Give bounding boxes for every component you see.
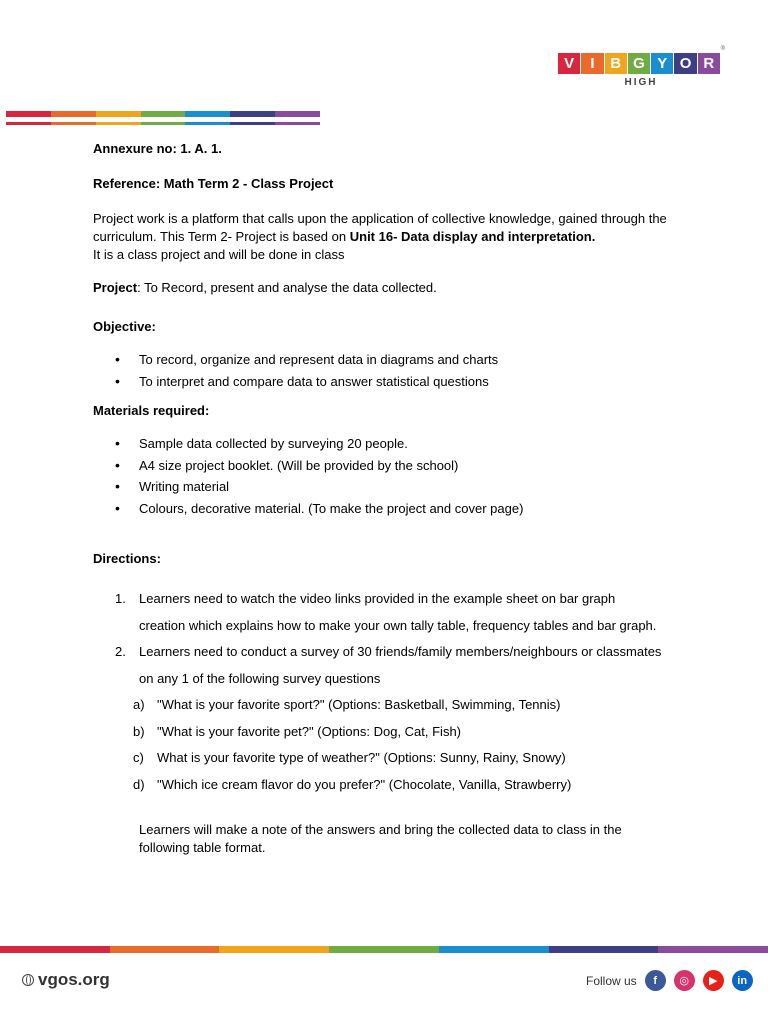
- objective-heading: Objective:: [93, 319, 156, 334]
- survey-question: [93, 745, 713, 772]
- reference-line: Reference: Math Term 2 - Class Project: [93, 176, 334, 191]
- intro-text: Project work is a platform that calls upon the application of collective knowledge, gained through the curriculum. This Term 2- Project is based on: [93, 211, 667, 244]
- objective-item: • To interpret and compare data to answer statistical questions: [93, 371, 713, 393]
- document-body: [93, 140, 713, 857]
- closing-line: following table format.: [139, 840, 266, 855]
- website-link[interactable]: vgos.org: [38, 970, 110, 989]
- logo-letter: R: [698, 53, 720, 74]
- project-text: : To Record, present and analyse the data collected.: [137, 280, 437, 295]
- logo-letters: [558, 53, 720, 74]
- direction-line: on any 1 of the following survey questions: [139, 670, 381, 686]
- materials-heading: Materials required:: [93, 403, 210, 418]
- instagram-icon[interactable]: ◎: [674, 970, 695, 991]
- stripe-segment: [51, 111, 96, 117]
- project-label: Project: [93, 280, 138, 295]
- logo-letter: G: [628, 53, 650, 74]
- footer-website[interactable]: [22, 970, 110, 990]
- stripe-segment: [185, 122, 230, 125]
- stripe-segment: [6, 111, 51, 117]
- stripe-segment: [51, 122, 96, 125]
- direction-line: Learners need to conduct a survey of 30 friends/family members/neighbours or classmates: [139, 644, 662, 659]
- material-item: • A4 size project booklet. (Will be provided by the school): [93, 455, 713, 477]
- survey-question: [93, 772, 713, 799]
- globe-icon: [22, 974, 34, 986]
- intro-unit: Unit 16- Data display and interpretation.: [349, 229, 596, 244]
- stripe-segment: [275, 111, 320, 117]
- intro-paragraph: [93, 210, 713, 246]
- stripe-segment: [110, 946, 220, 953]
- material-item: • Sample data collected by surveying 20 people.: [93, 433, 713, 455]
- material-item: • Colours, decorative material. (To make the project and cover page): [93, 498, 713, 520]
- direction-number: 2.: [115, 644, 126, 659]
- stripe-segment: [275, 122, 320, 125]
- stripe-segment: [439, 946, 549, 953]
- stripe-segment: [230, 111, 275, 117]
- direction-item: [93, 639, 713, 692]
- directions-heading: Directions:: [93, 551, 161, 566]
- question-text: "What is your favorite pet?" (Options: Dog, Cat, Fish): [157, 723, 462, 739]
- stripe-segment: [230, 122, 275, 125]
- stripe-segment: [0, 946, 110, 953]
- social-links: [586, 970, 753, 991]
- directions-list: [93, 586, 713, 798]
- objective-item: • To record, organize and represent data in diagrams and charts: [93, 349, 713, 371]
- project-line: [93, 279, 713, 297]
- stripe-segment: [141, 122, 186, 125]
- logo-letter: I: [581, 53, 603, 74]
- top-color-stripe-thin: [6, 122, 320, 125]
- stripe-segment: [185, 111, 230, 117]
- registered-mark: ®: [720, 46, 725, 52]
- intro-class-note: It is a class project and will be done in class: [93, 247, 345, 262]
- closing-line: Learners will make a note of the answers and bring the collected data to class in the: [139, 822, 622, 837]
- survey-question: [93, 719, 713, 746]
- stripe-segment: [549, 946, 659, 953]
- direction-line: creation which explains how to make your own tally table, frequency tables and bar graph.: [139, 617, 657, 633]
- logo-letter: O: [674, 53, 696, 74]
- question-text: "Which ice cream flavor do you prefer?" (Chocolate, Vanilla, Strawberry): [157, 776, 572, 792]
- stripe-segment: [96, 122, 141, 125]
- objective-list: [93, 349, 713, 392]
- question-marker: c): [133, 750, 144, 765]
- question-marker: d): [133, 776, 145, 792]
- linkedin-icon[interactable]: in: [732, 970, 753, 991]
- annexure-number: Annexure no: 1. A. 1.: [93, 141, 222, 156]
- question-text: "What is your favorite sport?" (Options: Basketball, Swimming, Tennis): [157, 697, 561, 712]
- closing-paragraph: [93, 821, 713, 857]
- follow-label: Follow us: [586, 973, 637, 988]
- logo-letter: V: [558, 53, 580, 74]
- question-marker: b): [133, 723, 145, 739]
- stripe-segment: [96, 111, 141, 117]
- logo-subtitle: HIGH: [624, 77, 658, 88]
- stripe-segment: [6, 122, 51, 125]
- facebook-icon[interactable]: f: [645, 970, 666, 991]
- stripe-segment: [658, 946, 768, 953]
- stripe-segment: [141, 111, 186, 117]
- stripe-segment: [329, 946, 439, 953]
- youtube-icon[interactable]: ▶: [703, 970, 724, 991]
- material-item: • Writing material: [93, 476, 713, 498]
- question-marker: a): [133, 697, 145, 712]
- materials-list: [93, 433, 713, 519]
- top-color-stripe: [6, 111, 320, 117]
- vibgyor-logo: [558, 46, 725, 88]
- bottom-color-stripe: [0, 946, 768, 953]
- direction-number: 1.: [115, 591, 126, 606]
- logo-letter: B: [605, 53, 627, 74]
- survey-question: [93, 692, 713, 719]
- logo-letter: Y: [651, 53, 673, 74]
- stripe-segment: [219, 946, 329, 953]
- question-text: What is your favorite type of weather?" (Options: Sunny, Rainy, Snowy): [157, 750, 566, 765]
- direction-item: [93, 586, 713, 639]
- direction-line: Learners need to watch the video links provided in the example sheet on bar graph: [139, 591, 616, 606]
